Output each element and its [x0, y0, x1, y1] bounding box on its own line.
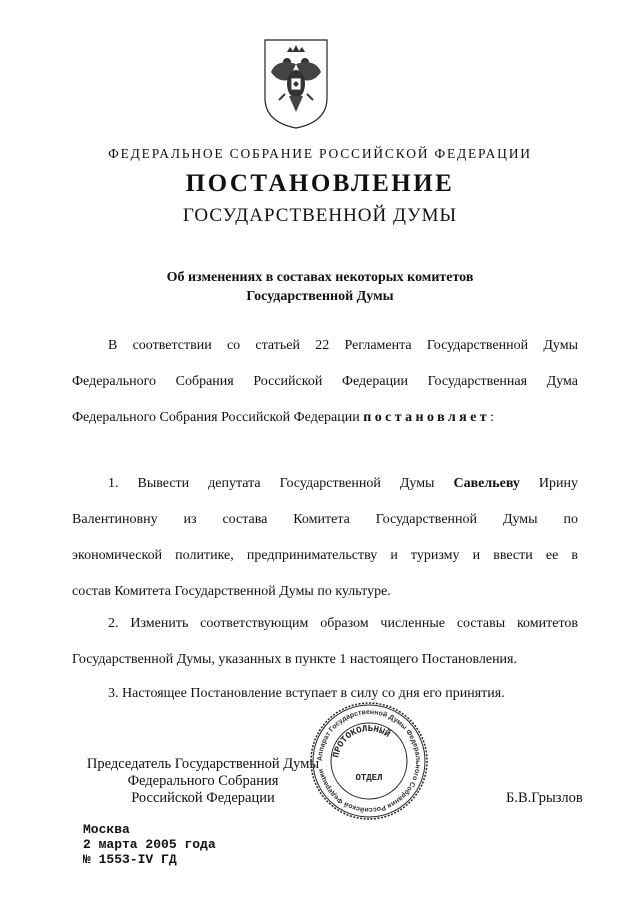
coat-of-arms-icon [263, 38, 329, 130]
signatory-name: Б.В.Грызлов [506, 790, 583, 806]
svg-text:Аппарат Государственной Думы Ф: Аппарат Государственной Думы Федерального Собрания Российской Федерации [316, 708, 422, 814]
document-footer [83, 822, 216, 867]
place: Москва [83, 822, 130, 837]
organization-title: ФЕДЕРАЛЬНОЕ СОБРАНИЕ РОССИЙСКОЙ ФЕДЕРАЦИИ [108, 146, 532, 161]
item-line: 3. Настоящее Постановление вступает в силу со дня его принятия. [108, 686, 505, 701]
svg-text:ПРОТОКОЛЬНЫЙ: ПРОТОКОЛЬНЫЙ [331, 723, 392, 759]
document-issuer: ГОСУДАРСТВЕННОЙ ДУМЫ [182, 205, 458, 226]
preamble [72, 328, 578, 436]
document-type: ПОСТАНОВЛЕНИЕ [185, 170, 455, 197]
preamble-line: Федерального Собрания Российской Федерации Государственная Дума [72, 374, 578, 389]
stamp-center-text: ОТДЕЛ [355, 773, 383, 783]
document-subject [0, 268, 640, 306]
item-line: 1. Вывести депутата Государственной Думы Савельеву Ирину [108, 476, 579, 491]
official-stamp [308, 700, 430, 822]
resolution-item-1 [72, 466, 578, 610]
item-line: 2. Изменить соответствующим образом численные составы комитетов [108, 616, 578, 631]
subject-line: Об изменениях в составах некоторых комитетов [166, 270, 474, 285]
document-number: № 1553-IV ГД [83, 852, 177, 867]
resolution-item-2 [72, 606, 578, 678]
deputy-surname: Савельеву [453, 476, 520, 491]
date: 2 марта 2005 года [83, 837, 216, 852]
resolves-word: постановляет [363, 410, 490, 425]
item-line: Государственной Думы, указанных в пункте 1 настоящего Постановления. [72, 652, 517, 667]
preamble-line: Федерального Собрания Российской Федерации постановляет: [72, 410, 494, 425]
subject-line: Государственной Думы [246, 289, 394, 304]
signatory-title: Председатель Государственной Думы Федерального Собрания Российской Федерации [86, 756, 320, 806]
item-line: Валентиновну из состава Комитета Государственной Думы по [72, 512, 578, 527]
item-line: состав Комитета Государственной Думы по культуре. [72, 584, 391, 599]
item-line: экономической политике, предпринимательству и туризму и ввести ее в [72, 548, 578, 563]
preamble-line: В соответствии со статьей 22 Регламента Государственной Думы [108, 338, 578, 353]
